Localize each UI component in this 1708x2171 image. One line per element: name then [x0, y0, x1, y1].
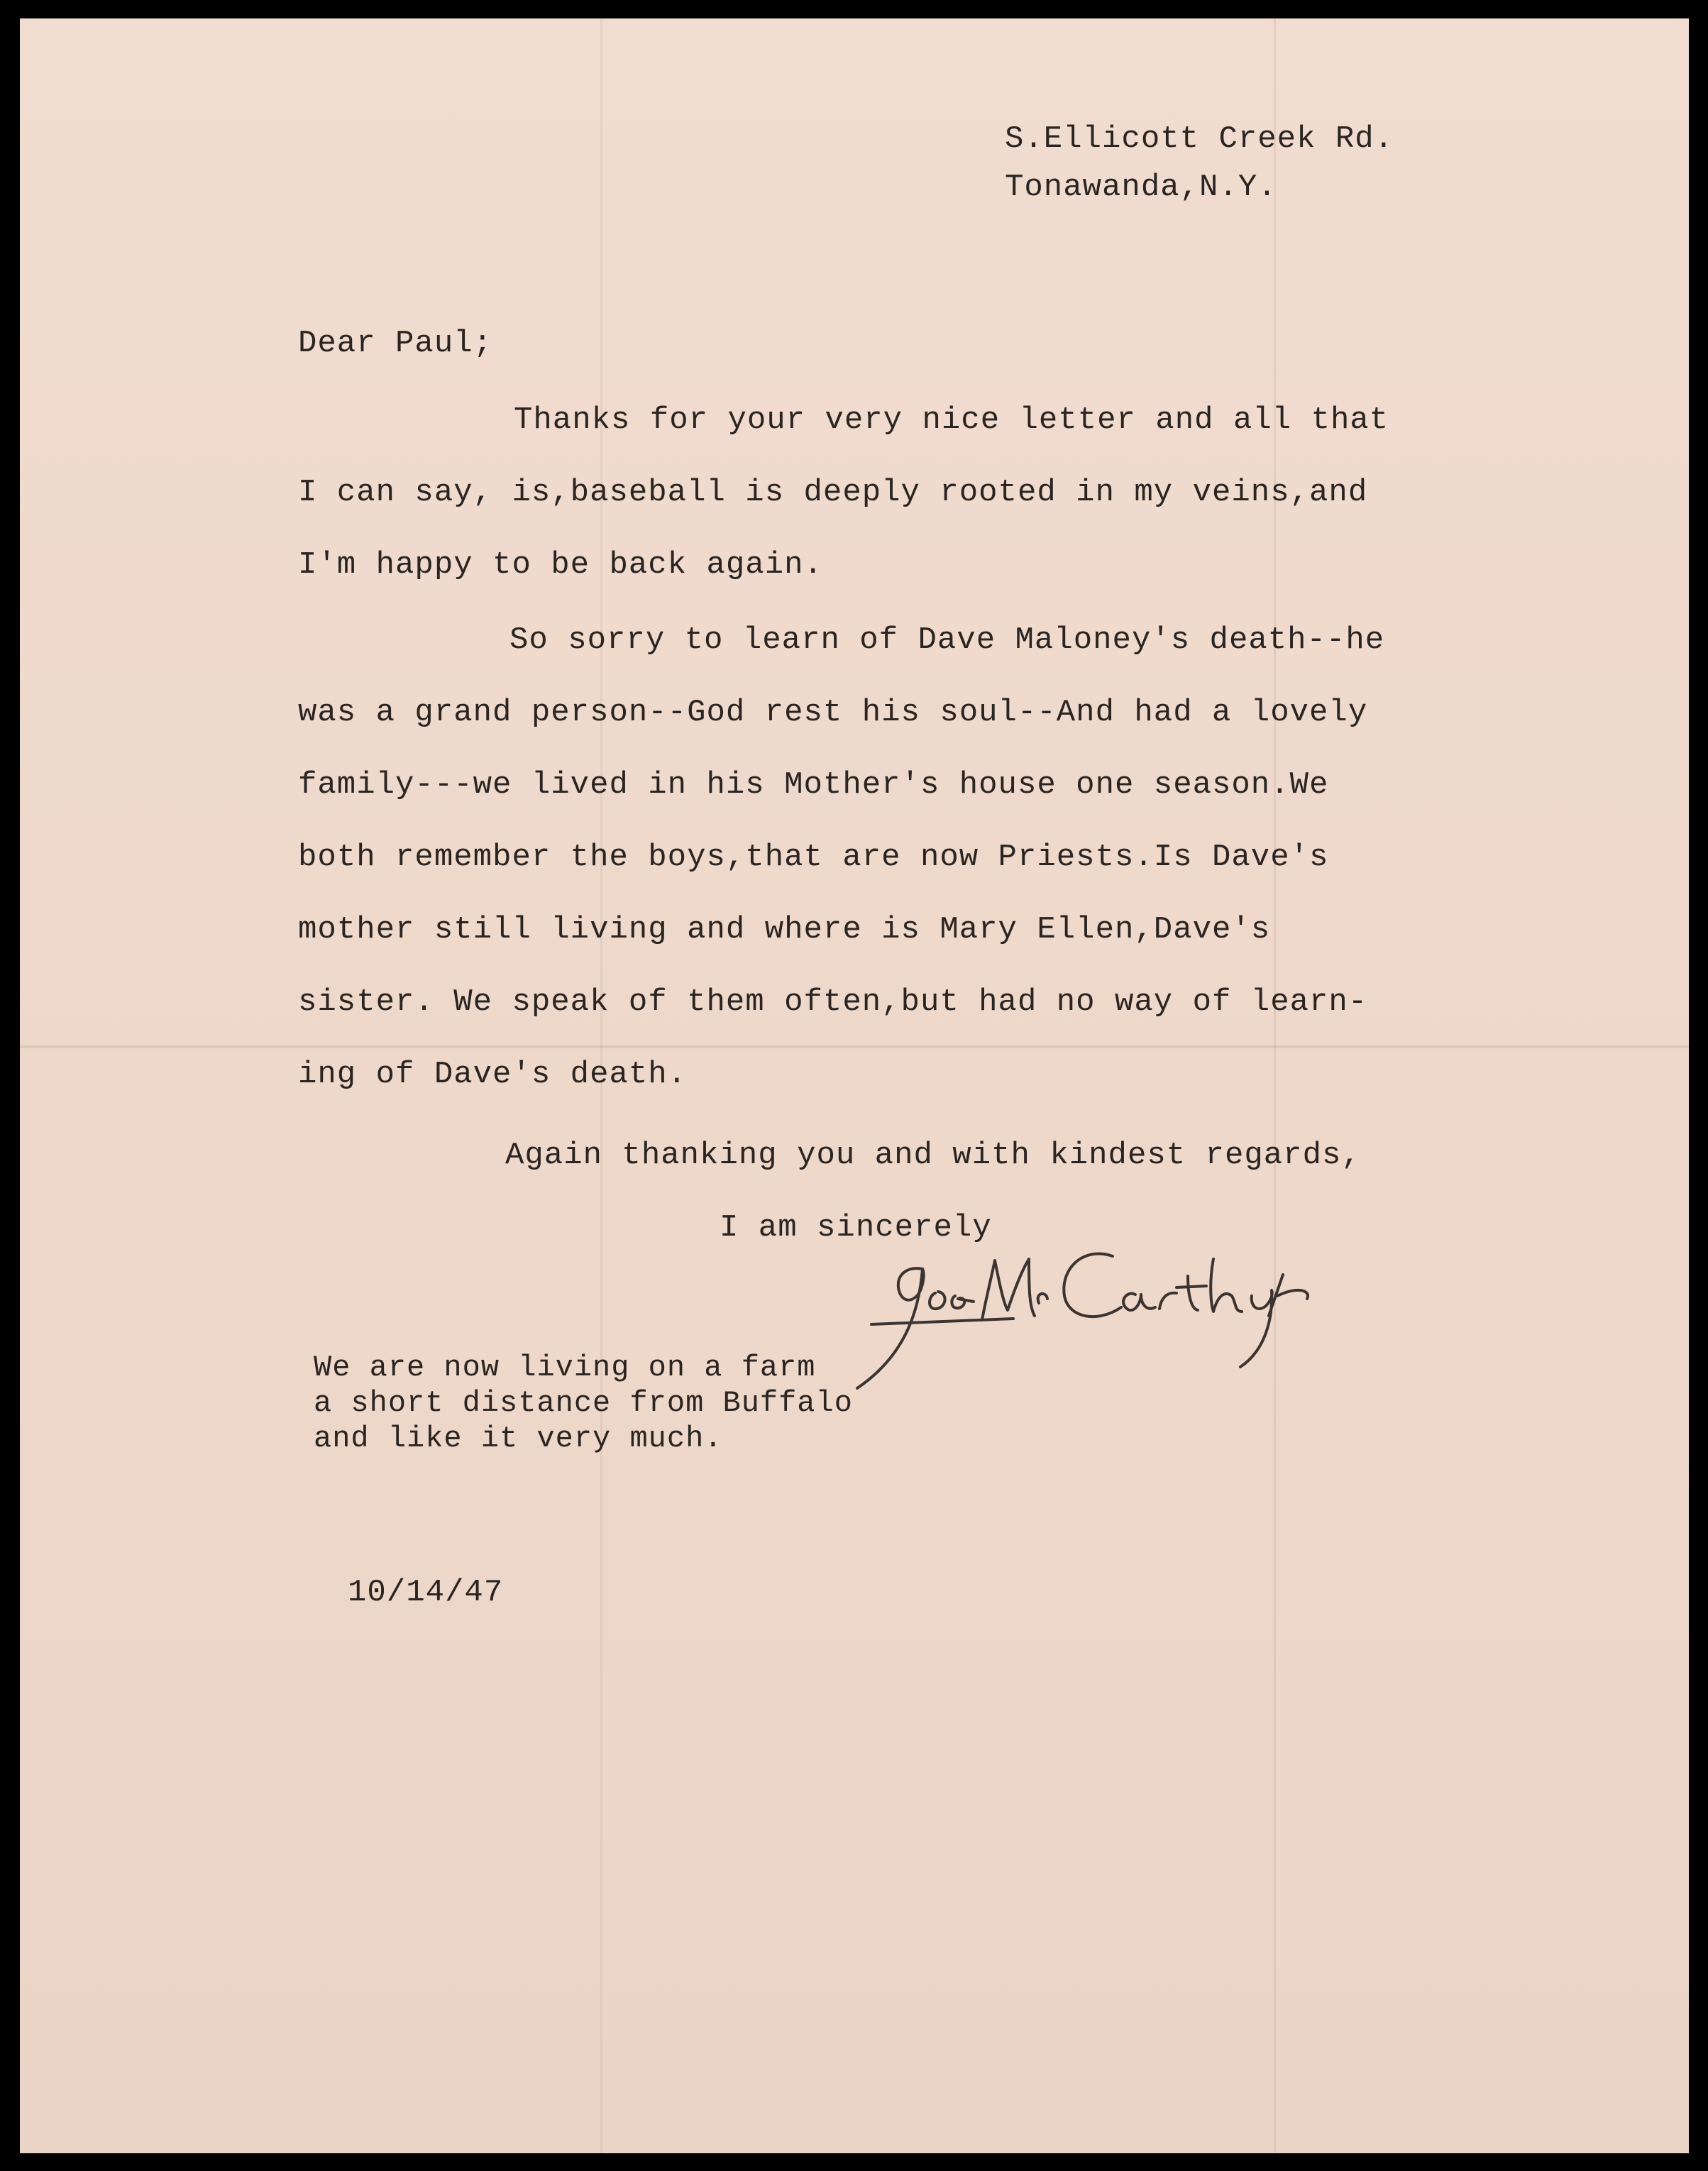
- body-line: was a grand person--God rest his soul--And had a lovely: [298, 695, 1368, 730]
- body-line: ing of Dave's death.: [298, 1057, 688, 1092]
- body-line: So sorry to learn of Dave Maloney's death--he: [509, 622, 1385, 658]
- body-line: family---we lived in his Mother's house one season.We: [298, 767, 1329, 803]
- fold-crease-horizontal: [20, 1045, 1689, 1048]
- letter-date: 10/14/47: [348, 1575, 504, 1610]
- body-line: I'm happy to be back again.: [298, 547, 823, 583]
- fold-crease-vertical-right: [1274, 18, 1276, 2153]
- closing-line: Again thanking you and with kindest regards,: [505, 1138, 1361, 1173]
- postscript-line: a short distance from Buffalo: [314, 1386, 853, 1420]
- postscript-line: We are now living on a farm: [314, 1351, 816, 1385]
- address-line-1: S.Ellicott Creek Rd.: [1005, 121, 1394, 157]
- postscript-line: and like it very much.: [314, 1422, 723, 1456]
- body-line: sister. We speak of them often,but had no way of learn-: [298, 984, 1368, 1020]
- letter-paper: [20, 18, 1689, 2153]
- handwritten-signature: [843, 1225, 1467, 1395]
- body-line: both remember the boys,that are now Priests.Is Dave's: [298, 840, 1329, 875]
- body-line: I can say, is,baseball is deeply rooted in my veins,and: [298, 475, 1368, 510]
- address-line-2: Tonawanda,N.Y.: [1005, 170, 1277, 205]
- sign-off: I am sincerely: [720, 1210, 992, 1246]
- salutation: Dear Paul;: [298, 326, 493, 361]
- body-line: mother still living and where is Mary Ellen,Dave's: [298, 912, 1271, 947]
- body-line: Thanks for your very nice letter and all that: [514, 402, 1389, 438]
